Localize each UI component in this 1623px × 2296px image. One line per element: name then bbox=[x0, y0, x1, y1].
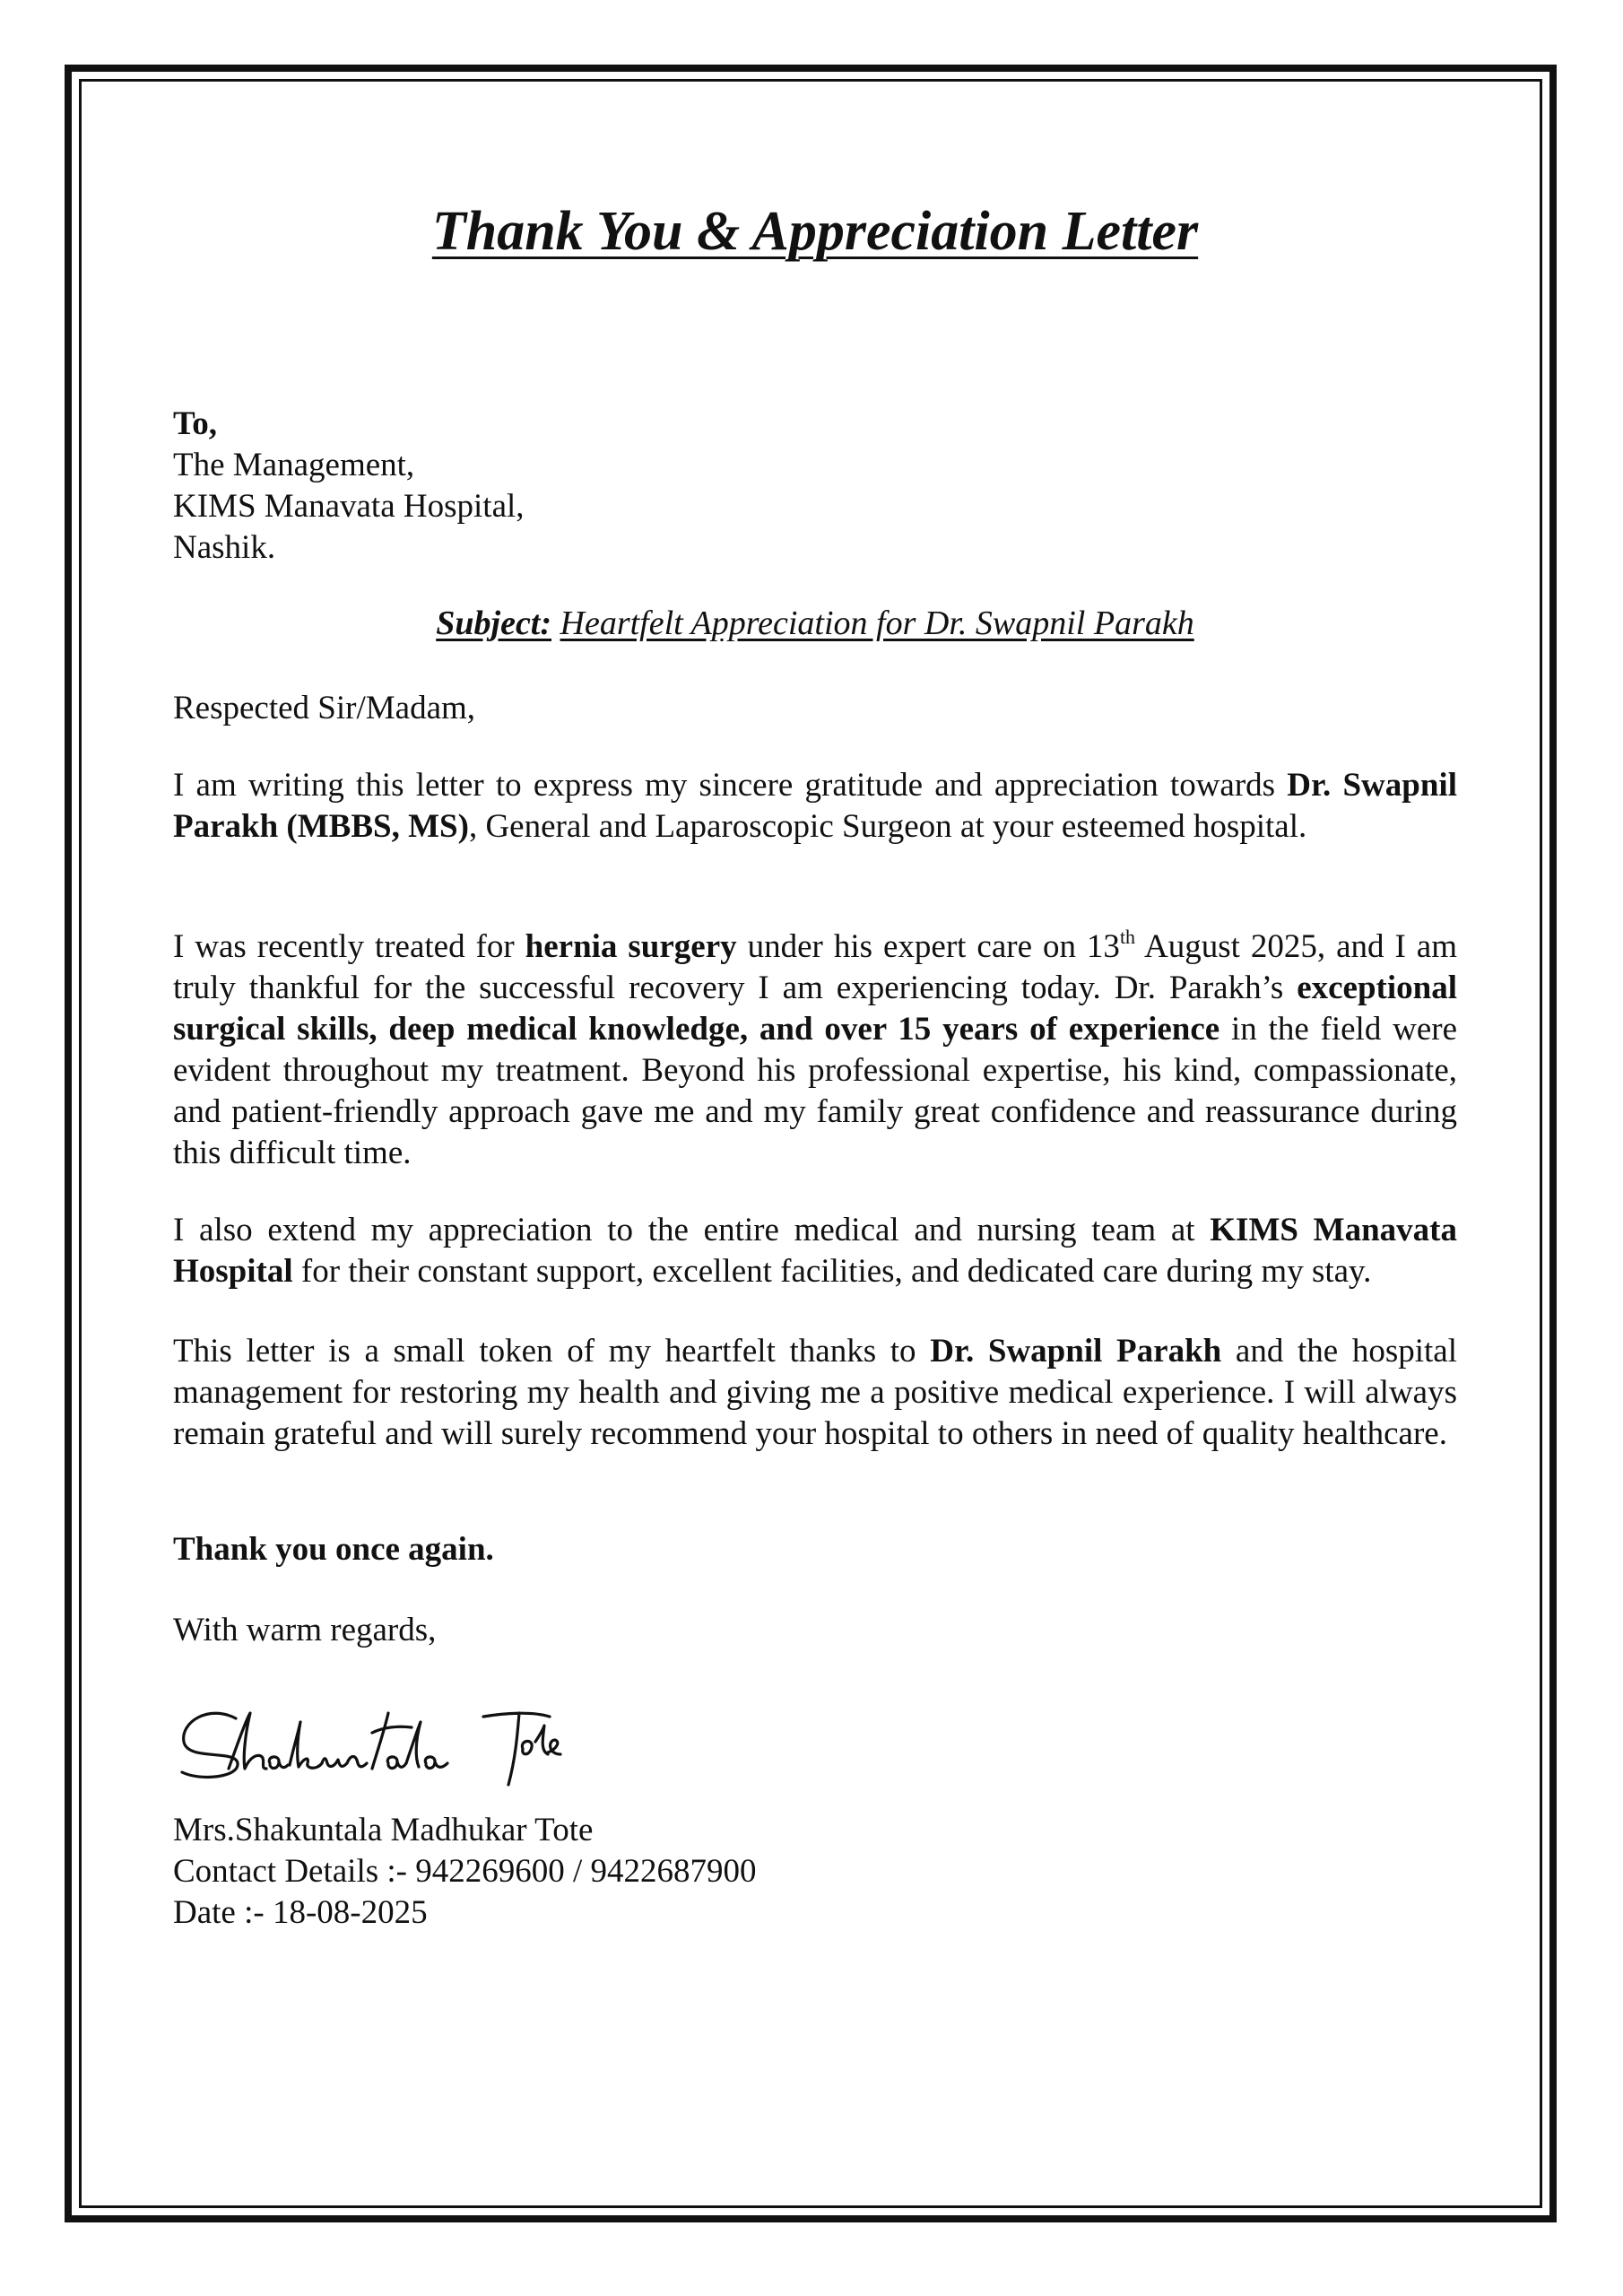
subject-label: Subject: bbox=[436, 604, 552, 642]
paragraph-4-bold: Dr. Swapnil Parakh bbox=[930, 1333, 1222, 1370]
paragraph-1-bold: Dr. Swapnil Parakh (MBBS, MS) bbox=[173, 767, 1457, 845]
salutation: Respected Sir/Madam, bbox=[173, 690, 476, 726]
paragraph-1-text: I am writing this letter to express my sincere gratitude and appreciation towards bbox=[173, 767, 1288, 804]
paragraph-3-bold: KIMS Manavata Hospital bbox=[173, 1212, 1457, 1290]
date-ordinal-suffix: th bbox=[1119, 926, 1136, 948]
paragraph-4-text: This letter is a small token of my heartfelt thanks to bbox=[173, 1333, 931, 1370]
paragraph-3-text: I also extend my appreciation to the entire medical and nursing team at bbox=[173, 1212, 1211, 1248]
address-line-2: KIMS Manavata Hospital, bbox=[173, 488, 525, 525]
subject-line bbox=[173, 603, 1457, 644]
paragraph-2-bold-2: exceptional surgical skills, deep medical knowledge, and over 15 years of experience bbox=[173, 970, 1457, 1048]
handwritten-signature bbox=[173, 1686, 595, 1803]
closing-line: Thank you once again. bbox=[173, 1531, 494, 1568]
paragraph-2-text: I was recently treated for bbox=[173, 928, 525, 965]
paragraph-2-text-3: August 2025, and I am truly thankful for the successful recovery I am experiencing today. Dr. Parakh’s bbox=[173, 928, 1457, 1006]
paragraph-4 bbox=[173, 1331, 1457, 1455]
subject-text: Heartfelt Appreciation for Dr. Swapnil Parakh bbox=[560, 604, 1194, 642]
paragraph-1-text-end: , General and Laparoscopic Surgeon at your esteemed hospital. bbox=[468, 808, 1307, 845]
address-to: To, bbox=[173, 405, 218, 442]
paragraph-2-text-4: in the field were evident throughout my treatment. Beyond his professional expertise, his kind, compassionate, and patient-friendly approach gave me and my family great confidence and reassurance during this difficult time. bbox=[173, 1011, 1458, 1171]
paragraph-2-text-2: under his expert care on 13 bbox=[736, 928, 1120, 965]
recipient-address bbox=[173, 404, 1457, 569]
signer-details bbox=[173, 1810, 757, 1934]
paragraph-3 bbox=[173, 1210, 1457, 1292]
paragraph-2-bold-1: hernia surgery bbox=[525, 928, 737, 965]
address-line-1: The Management, bbox=[173, 447, 415, 483]
signer-name: Mrs.Shakuntala Madhukar Tote bbox=[173, 1812, 594, 1848]
paragraph-4-text-end: and the hospital management for restoring my health and giving me a positive medical experience. I will always remain grateful and will surely recommend your hospital to others in need of quality healthcare. bbox=[173, 1333, 1458, 1452]
paragraph-2 bbox=[173, 926, 1457, 1174]
regards-line: With warm regards, bbox=[173, 1612, 437, 1648]
paragraph-3-text-end: for their constant support, excellent facilities, and dedicated care during my stay. bbox=[292, 1253, 1372, 1290]
paragraph-1 bbox=[173, 765, 1457, 848]
letter-title: Thank You & Appreciation Letter bbox=[431, 201, 1199, 262]
address-line-3: Nashik. bbox=[173, 529, 276, 566]
signer-contact: Contact Details :- 942269600 / 9422687900 bbox=[173, 1853, 757, 1890]
signer-date: Date :- 18-08-2025 bbox=[173, 1894, 428, 1931]
